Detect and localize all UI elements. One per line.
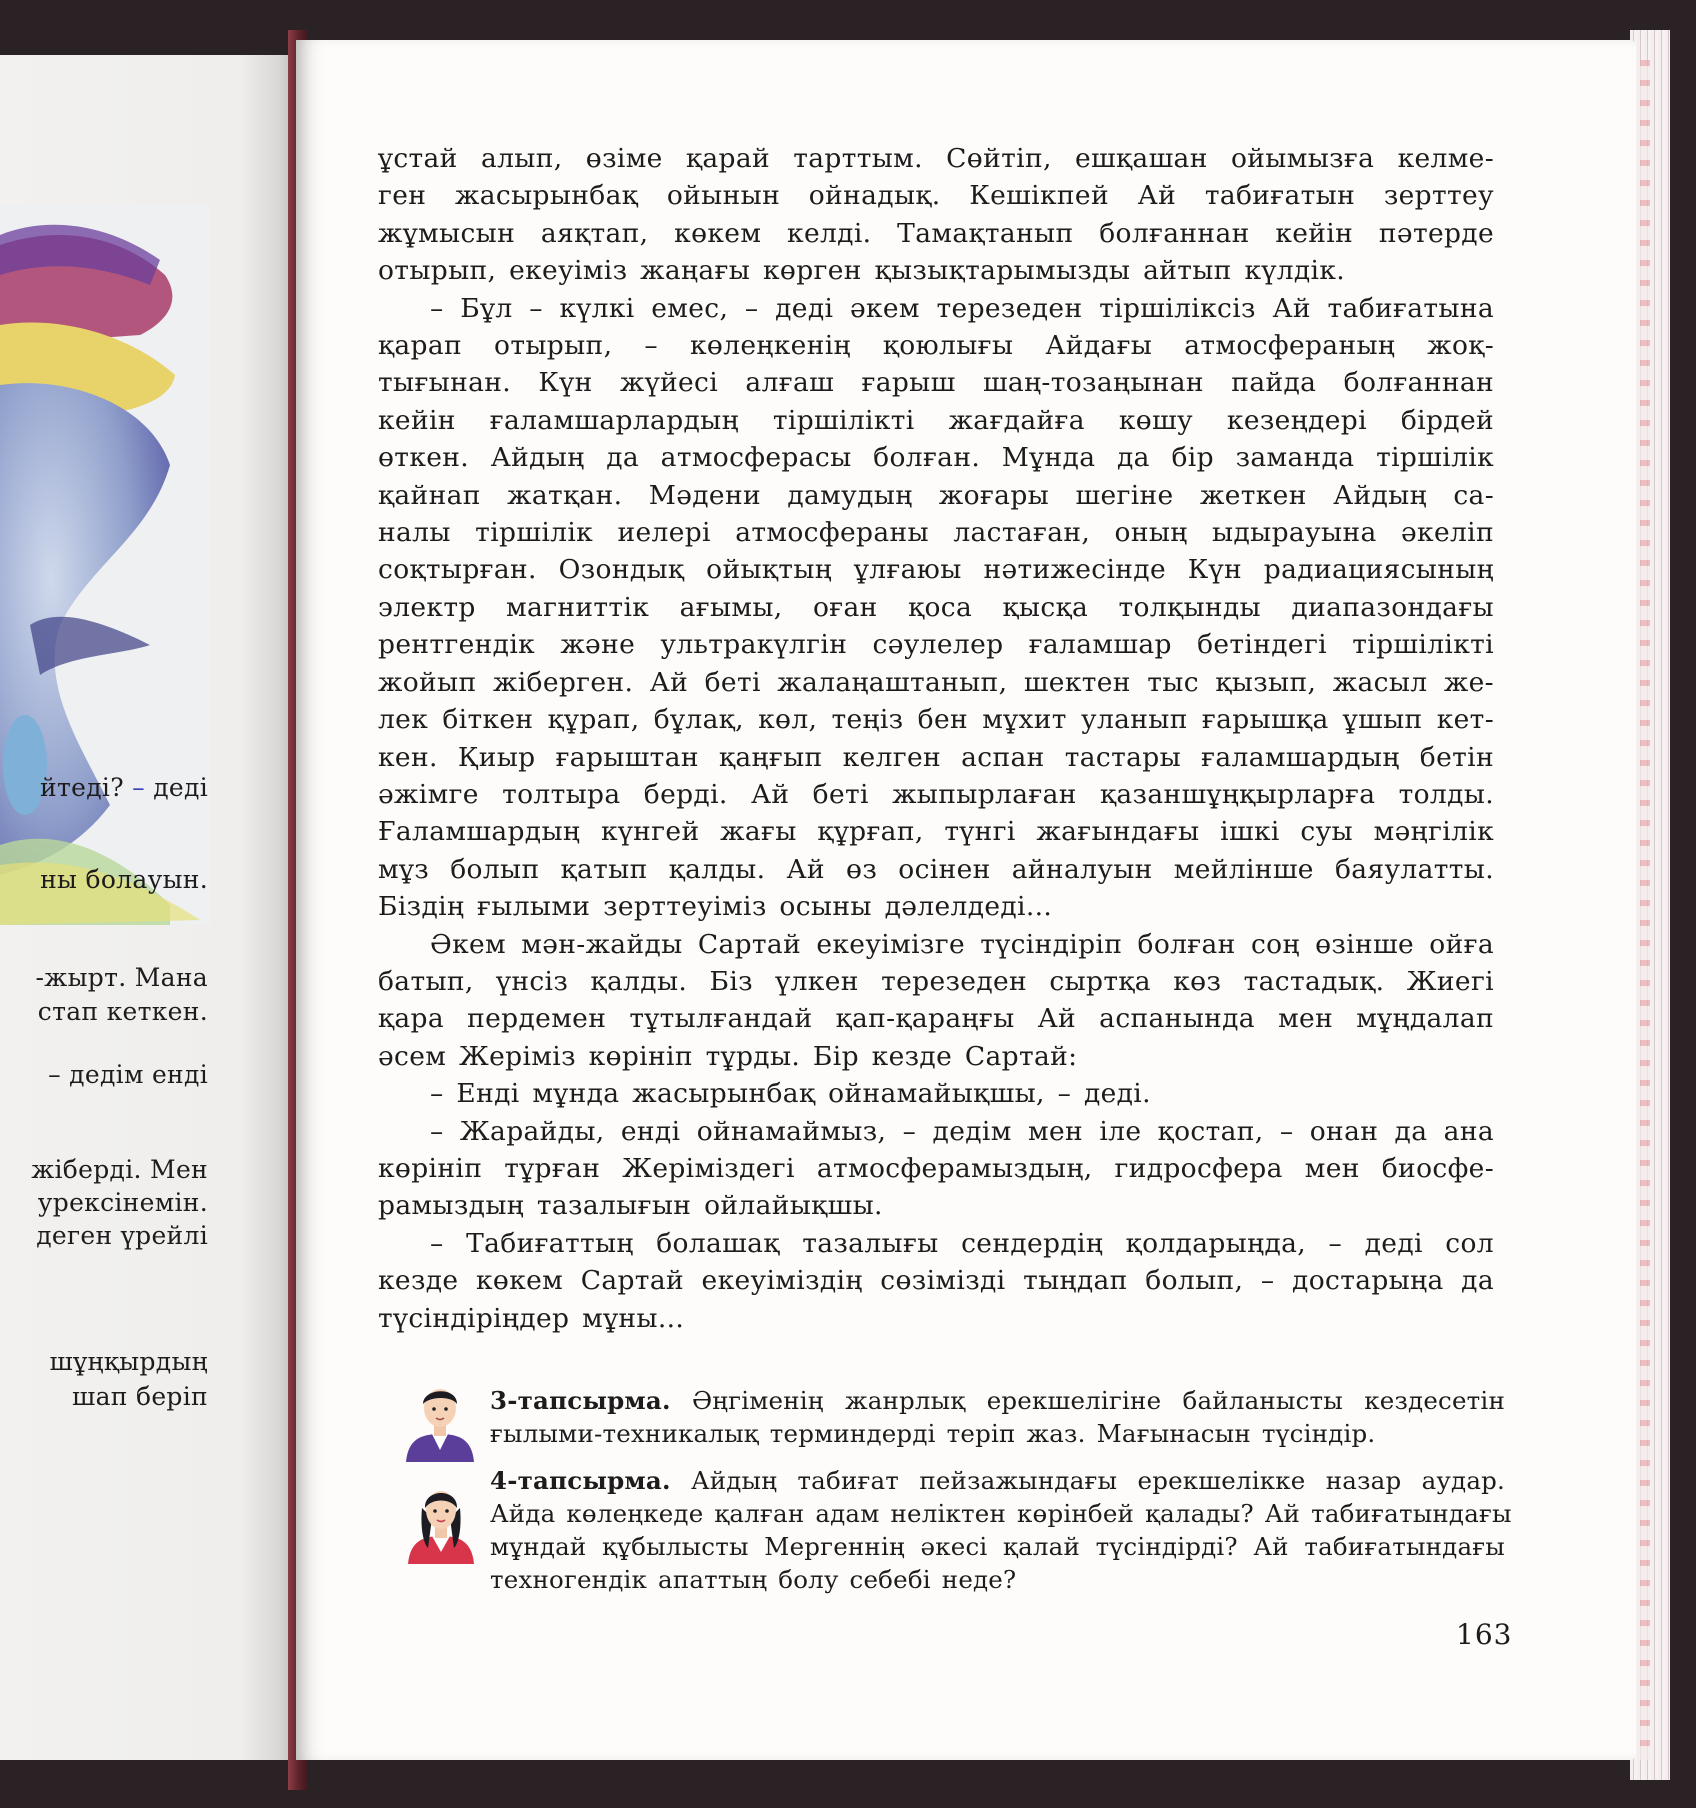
body-line: қарап отырып, – көлеңкенің қоюлығы Айдағы атмосфераның жоқ- (378, 330, 1494, 362)
body-line: – Табиғаттың болашақ тазалығы сендердің қолдарыңда, – деді сол (430, 1227, 1494, 1259)
body-line: лек біткен құрап, бұлақ, көл, теңіз бен мұхит уланып ғарышқа ұшып кет- (378, 704, 1494, 736)
left-fragment-10 (72, 1382, 208, 1411)
left-fragment-6 (31, 1155, 208, 1184)
body-line: Ғаламшардың күнгей жағы құрғап, түнгі жағындағы ішкі суы мәңгілік (378, 816, 1494, 848)
body-line: мұз болып қатып қалды. Ай өз осінен айналуын мейлінше баяулатты. (378, 853, 1494, 885)
task-4-line-1 (490, 1464, 1505, 1497)
task-3-line-2: ғылыми-техникалық терминдерді теріп жаз. Мағынасын түсіндір. (490, 1419, 1376, 1448)
task-4 (490, 1464, 1512, 1596)
body-line: Әкем мән-жайды Сартай екеуімізге түсіндіріп болған соң өзінше ойға (430, 928, 1494, 960)
boy-avatar-icon (402, 1378, 478, 1466)
left-fragment-4 (38, 997, 208, 1026)
task-4-line-2: Айда көлеңкеде қалған адам неліктен көрінбей қалады? Ай табиғатындағы (490, 1499, 1512, 1528)
girl-avatar-icon (404, 1478, 478, 1568)
body-line: түсіндіріңдер мұны... (378, 1302, 685, 1334)
left-fragment-text: ны болауын. (40, 865, 208, 894)
body-line: рамыздың тазалығын ойлайықшы. (378, 1190, 883, 1222)
task-4-line-4: техногендік апаттың болу себебі неде? (490, 1565, 1017, 1594)
body-line: электр магниттік ағымы, оған қоса қысқа толқынды диапазондағы (378, 591, 1494, 623)
left-fragment-dash: – (132, 773, 145, 802)
left-fragment-text: -жырт. Мана (35, 963, 208, 992)
left-fragment-text: дедім енді (69, 1060, 208, 1089)
body-line: әжімге толтыра берді. Ай беті жыпырлаған қазаншұңқырларға толды. (378, 778, 1494, 810)
left-page (0, 55, 300, 1760)
left-fragment-5 (48, 1060, 208, 1089)
body-line: батып, үнсіз қалды. Біз үлкен терезеден сыртқа көз тастадық. Жиегі (378, 965, 1494, 997)
left-fragment-text: шұңқырдың (49, 1347, 208, 1376)
body-line: әсем Жеріміз көрініп тұрды. Бір кезде Сартай: (378, 1040, 1078, 1072)
body-line: қара пердемен тұтылғандай қап-қараңғы Ай аспанында мен мұңдалап (378, 1003, 1494, 1035)
task-3-line-1 (490, 1384, 1505, 1417)
left-fragment-text: урексінемін. (37, 1188, 208, 1217)
body-text (378, 140, 1494, 1337)
left-fragment-3 (36, 963, 208, 992)
task-4-text: Айдың табиғат пейзажындағы ерекшелікке назар аудар. (690, 1466, 1505, 1495)
left-fragment-text: деді (153, 773, 208, 802)
left-fragment-text: жіберді. Мен (31, 1155, 208, 1184)
page-edge (1630, 30, 1670, 1780)
body-line: кен. Қиыр ғарыштан қаңғып келген аспан тастары ғаламшардың бетін (378, 741, 1494, 773)
body-line: жұмысын аяқтап, көкем келді. Тамақтанып болғаннан кейін пәтерде (378, 217, 1494, 249)
body-line: налы тіршілік иелері атмосфераны ластаған, оның ыдырауына әкеліп (378, 517, 1494, 549)
left-fragment-text: йтеді? (40, 773, 124, 802)
body-line: Біздің ғылыми зерттеуіміз осыны дәлелдеді... (378, 891, 1053, 923)
body-line: рентгендік және ультракүлгін сәулелер ғаламшар бетіндегі тіршілікті (378, 629, 1494, 661)
body-line: – Жарайды, енді ойнамаймыз, – дедім мен іле қостап, – онан да ана (430, 1115, 1494, 1147)
task-4-label: 4-тапсырма. (490, 1466, 671, 1495)
left-fragment-text: стап кеткен. (37, 997, 208, 1026)
body-line: қайнап жатқан. Мәдени дамудың жоғары шегіне жеткен Айдың са- (378, 479, 1494, 511)
task-3 (490, 1384, 1505, 1450)
left-fragment-dash: – (48, 1060, 61, 1089)
task-3-label: 3-тапсырма. (490, 1386, 671, 1415)
left-fragment-9 (50, 1347, 208, 1376)
task-4-line-3: мұндай құбылысты Мергеннің әкесі қалай түсіндірді? Ай табиғатындағы (490, 1532, 1505, 1561)
left-fragment-8 (36, 1221, 208, 1250)
body-line: ген жасырынбақ ойынын ойнадық. Кешікпей Ай табиғатын зерттеу (378, 180, 1494, 212)
body-line: – Енді мұнда жасырынбақ ойнамайықшы, – деді. (430, 1078, 1151, 1110)
left-fragment-2 (40, 865, 208, 894)
body-line: ұстай алып, өзіме қарай тарттым. Сөйтіп, ешқашан ойымызға келме- (378, 143, 1494, 174)
left-fragment-7 (38, 1188, 208, 1217)
page-edge-marks (1640, 60, 1650, 1760)
body-line: соқтырған. Озондық ойықтың ұлғаюы нәтижесінде Күн радиациясының (378, 554, 1494, 586)
page-number: 163 (1456, 1618, 1513, 1651)
body-line: отырып, екеуіміз жаңағы көрген қызықтарымызды айтып күлдік. (378, 255, 1346, 287)
body-line: өткен. Айдың да атмосферасы болған. Мұнда да бір заманда тіршілік (378, 442, 1494, 474)
left-fragment-text: шап беріп (72, 1382, 208, 1411)
body-line: көрініп тұрған Жеріміздегі атмосферамыздың, гидросфера мен биосфе- (378, 1152, 1494, 1184)
moon-illustration (0, 205, 210, 925)
left-fragment-1 (40, 773, 208, 802)
body-line: тығынан. Күн жүйесі алғаш ғарыш шаң-тозаңынан пайда болғаннан (378, 367, 1494, 399)
body-line: – Бұл – күлкі емес, – деді әкем терезеден тіршіліксіз Ай табиғатына (430, 292, 1494, 324)
body-line: кейін ғаламшарлардың тіршілікті жағдайға көшу кезеңдері бірдей (378, 404, 1494, 436)
left-fragment-text: деген үрейлі (36, 1221, 208, 1250)
task-3-text: Әңгіменің жанрлық ерекшелігіне байланысты кездесетін (691, 1386, 1505, 1415)
moon-illustration-art (0, 205, 210, 925)
body-line: кезде көкем Сартай екеуіміздің сөзімізді тыңдап болып, – достарыңа да (378, 1265, 1494, 1297)
body-line: жойып жіберген. Ай беті жалаңаштанып, шектен тыс қызып, жасыл же- (378, 666, 1494, 698)
